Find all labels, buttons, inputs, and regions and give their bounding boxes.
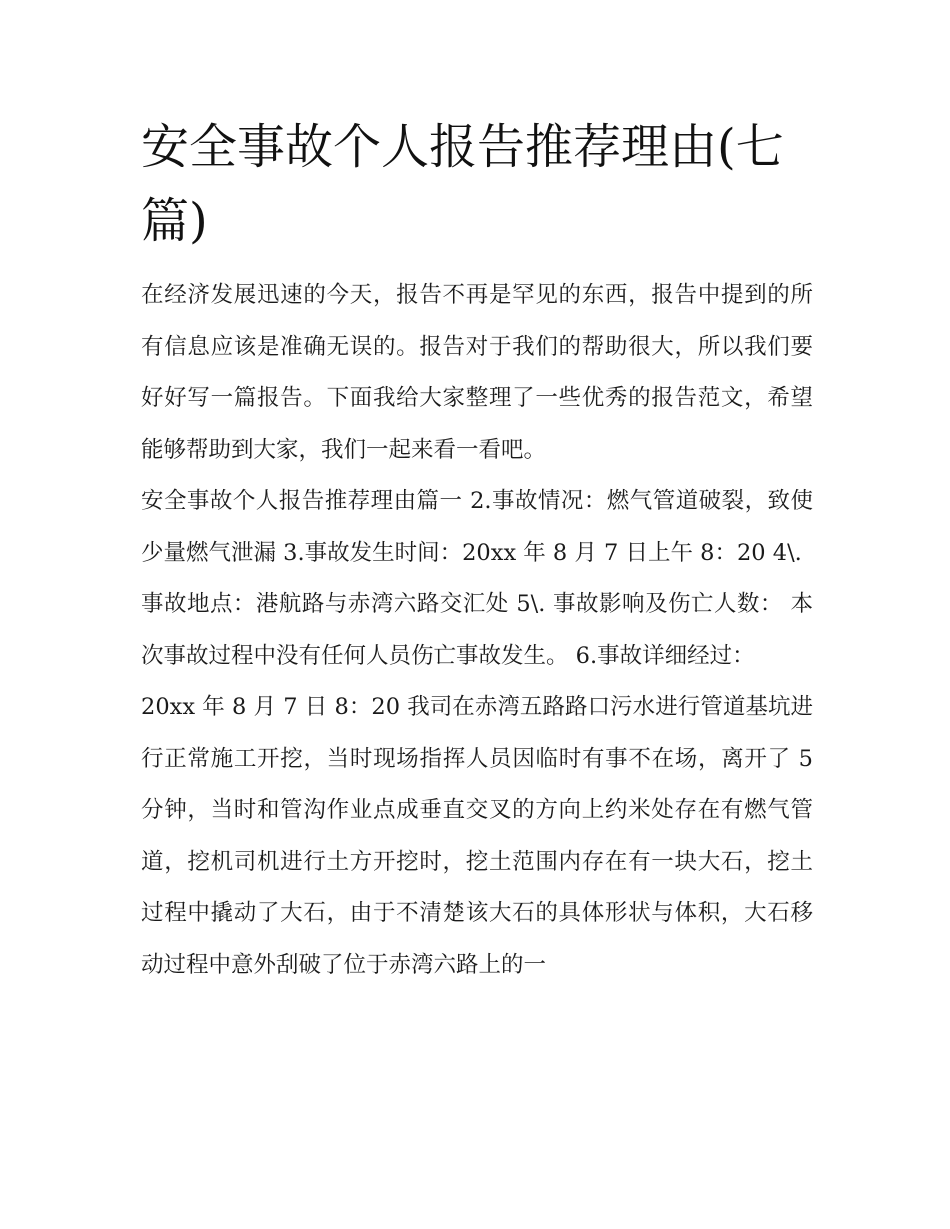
paragraph-incident-details: 20xx 年 8 月 7 日 8：20 我司在赤湾五路路口污水进行管道基坑进行正常施工开挖，当时现场指挥人员因临时有事不在场，离开了 5 分钟，当时和管沟作业点成垂直交叉的方向上约米处存在有燃气管道，挖机司机进行土方开挖时，挖土范围内存在有一块大石，挖土过程中撬动了大石，由于不清楚该大石的具体形状与体积，大石移动过程中意外刮破了位于赤湾六路上的一 — [141, 694, 813, 978]
document-title: 安全事故个人报告推荐理由(七篇) — [141, 119, 784, 249]
paragraph-incident-location: 事故地点：港航路与赤湾六路交汇处 5\. 事故影响及伤亡人数： 本次事故过程中没有任何人员伤亡事故发生。 6.事故详细经过： — [141, 591, 813, 669]
document-body — [141, 270, 813, 991]
paragraph-incident-situation: 安全事故个人报告推荐理由篇一 2.事故情况：燃气管道破裂，致使少量燃气泄漏 3.事故发生时间：20xx 年 8 月 7 日上午 8：20 4\. — [141, 488, 813, 566]
document-content — [141, 110, 813, 991]
paragraph-intro: 在经济发展迅速的今天，报告不再是罕见的东西，报告中提到的所有信息应该是准确无误的。报告对于我们的帮助很大，所以我们要好好写一篇报告。下面我给大家整理了一些优秀的报告范文，希望能够帮助到大家，我们一起来看一看吧。 — [141, 282, 813, 463]
